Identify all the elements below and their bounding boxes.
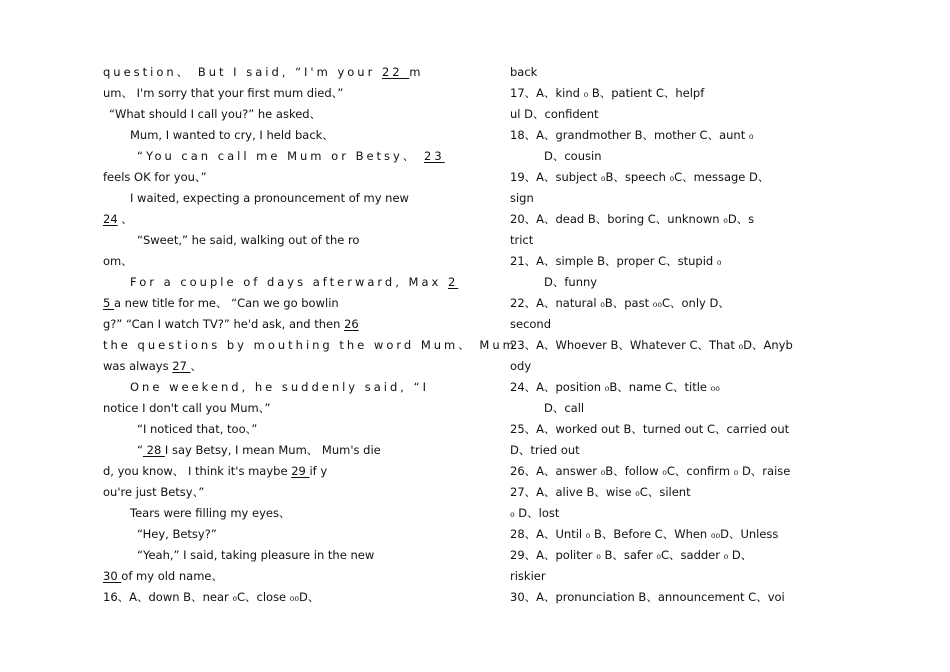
blank-number: 30 bbox=[103, 569, 122, 583]
text-run: D、cousin bbox=[544, 149, 602, 163]
text-line bbox=[103, 377, 493, 398]
text-line bbox=[510, 314, 902, 335]
text-run: Tears were filling my eyes、 bbox=[130, 506, 291, 520]
text-line bbox=[103, 440, 493, 461]
text-run: 22、A、natural ₀B、past ₀₀C、only D、 bbox=[510, 296, 730, 310]
text-run: notice I don't call you Mum、” bbox=[103, 401, 271, 415]
blank-number: 23 bbox=[424, 149, 445, 163]
text-run: 27、A、alive B、wise ₀C、silent bbox=[510, 485, 691, 499]
text-line bbox=[103, 293, 493, 314]
text-run: 18、A、grandmother B、mother C、aunt ₀ bbox=[510, 128, 754, 142]
text-line bbox=[510, 566, 902, 587]
blank-number: 5 bbox=[103, 296, 114, 310]
text-line bbox=[510, 461, 902, 482]
text-run: 29、A、politer ₀ B、safer ₀C、sadder ₀ D、 bbox=[510, 548, 753, 562]
text-run: of my old name、 bbox=[121, 569, 223, 583]
text-run: I say Betsy, I mean Mum、 Mum's die bbox=[164, 443, 381, 457]
text-line bbox=[103, 125, 493, 146]
text-run: “Sweet,” he said, walking out of the ro bbox=[137, 233, 360, 247]
text-line bbox=[103, 356, 493, 377]
text-run: D、tried out bbox=[510, 443, 580, 457]
text-line bbox=[103, 251, 493, 272]
text-line bbox=[103, 419, 493, 440]
text-line bbox=[510, 104, 902, 125]
text-line bbox=[103, 209, 493, 230]
text-run: g?” “Can I watch TV?” he'd ask, and then bbox=[103, 317, 345, 331]
text-run: I waited, expecting a pronouncement of my new bbox=[130, 191, 409, 205]
blank-number: 2 bbox=[447, 275, 459, 289]
blank-number: 24 bbox=[103, 212, 118, 226]
text-line bbox=[103, 566, 493, 587]
text-run: d, you know、 I think it's maybe bbox=[103, 464, 292, 478]
text-line bbox=[510, 188, 902, 209]
text-line bbox=[103, 335, 517, 356]
blank-number: 29 bbox=[291, 464, 310, 478]
text-line bbox=[103, 524, 493, 545]
text-line bbox=[510, 251, 902, 272]
text-line bbox=[510, 293, 902, 314]
text-line bbox=[510, 398, 902, 419]
text-line bbox=[510, 62, 902, 83]
text-run: feels OK for you、” bbox=[103, 170, 207, 184]
text-line bbox=[103, 272, 493, 293]
text-run: One weekend, he suddenly said, “I bbox=[130, 380, 429, 394]
text-line bbox=[510, 440, 902, 461]
text-line bbox=[103, 545, 493, 566]
text-run: was always bbox=[103, 359, 173, 373]
text-line bbox=[103, 146, 493, 167]
text-line bbox=[510, 524, 902, 545]
text-run: 、 bbox=[190, 359, 203, 373]
text-run: 19、A、subject ₀B、speech ₀C、message D、 bbox=[510, 170, 770, 184]
text-run: m bbox=[409, 65, 424, 79]
text-run: 20、A、dead B、boring C、unknown ₀D、s bbox=[510, 212, 755, 226]
text-line bbox=[510, 272, 902, 293]
right-column bbox=[510, 62, 902, 608]
text-line bbox=[510, 335, 902, 356]
text-line bbox=[510, 83, 902, 104]
text-run: om、 bbox=[103, 254, 133, 268]
text-run: 24、A、position ₀B、name C、title ₀₀ bbox=[510, 380, 720, 394]
text-line bbox=[510, 377, 902, 398]
text-run: “What should I call you?” he asked、 bbox=[109, 107, 322, 121]
blank-number: 28 bbox=[142, 443, 165, 457]
text-run: back bbox=[510, 65, 538, 79]
left-column bbox=[103, 62, 517, 608]
text-run: ody bbox=[510, 359, 532, 373]
text-run: “Yeah,” I said, taking pleasure in the new bbox=[137, 548, 375, 562]
text-line bbox=[103, 83, 493, 104]
text-line bbox=[510, 419, 902, 440]
text-line bbox=[103, 398, 493, 419]
text-run: 28、A、Until ₀ B、Before C、When ₀₀D、Unless bbox=[510, 527, 779, 541]
text-line bbox=[103, 314, 493, 335]
text-run: 23、A、Whoever B、Whatever C、That ₀D、Anyb bbox=[510, 338, 793, 352]
text-line bbox=[103, 167, 493, 188]
text-line bbox=[510, 125, 902, 146]
text-run: the questions by mouthing the word Mum、 Mum bbox=[103, 338, 517, 352]
text-run: D、call bbox=[544, 401, 585, 415]
text-line bbox=[510, 503, 902, 524]
text-line bbox=[103, 503, 493, 524]
text-line bbox=[510, 209, 902, 230]
text-run: second bbox=[510, 317, 552, 331]
text-run: question、 But I said, “I'm your bbox=[103, 65, 382, 79]
text-run: um、 I'm sorry that your first mum died、” bbox=[103, 86, 344, 100]
text-run: Mum, I wanted to cry, I held back、 bbox=[130, 128, 334, 142]
text-line bbox=[510, 230, 902, 251]
text-run: “I noticed that, too、” bbox=[137, 422, 258, 436]
text-line bbox=[103, 230, 493, 251]
text-run: riskier bbox=[510, 569, 546, 583]
text-line bbox=[103, 482, 493, 503]
text-run: 25、A、worked out B、turned out C、carried out bbox=[510, 422, 790, 436]
text-run: 16、A、down B、near ₀C、close ₀₀D、 bbox=[103, 590, 320, 604]
text-run: sign bbox=[510, 191, 534, 205]
text-line bbox=[103, 461, 493, 482]
text-run: 、 bbox=[117, 212, 133, 226]
blank-number: 27 bbox=[172, 359, 191, 373]
text-line bbox=[103, 62, 493, 83]
text-run: ul D、confident bbox=[510, 107, 599, 121]
text-line bbox=[103, 188, 493, 209]
text-run: trict bbox=[510, 233, 534, 247]
blank-number: 22 bbox=[381, 65, 410, 79]
text-run: 30、A、pronunciation B、announcement C、voi bbox=[510, 590, 785, 604]
text-run: if y bbox=[309, 464, 328, 478]
text-line bbox=[510, 482, 902, 503]
text-line bbox=[510, 545, 902, 566]
text-line bbox=[103, 104, 493, 125]
text-line bbox=[510, 146, 902, 167]
text-line bbox=[510, 587, 902, 608]
text-run: D、funny bbox=[544, 275, 598, 289]
text-run: “Hey, Betsy?” bbox=[137, 527, 217, 541]
text-run: 17、A、kind ₀ B、patient C、helpf bbox=[510, 86, 705, 100]
text-run: “ bbox=[137, 443, 143, 457]
text-line bbox=[510, 356, 902, 377]
text-run: 21、A、simple B、proper C、stupid ₀ bbox=[510, 254, 722, 268]
blank-number: 26 bbox=[344, 317, 359, 331]
text-line bbox=[510, 167, 902, 188]
text-run: ₀ D、lost bbox=[510, 506, 560, 520]
text-run: ou're just Betsy、” bbox=[103, 485, 205, 499]
text-run: “You can call me Mum or Betsy、 bbox=[137, 149, 425, 163]
text-run: For a couple of days afterward, Max bbox=[130, 275, 448, 289]
text-run: a new title for me、 “Can we go bowlin bbox=[113, 296, 339, 310]
text-line bbox=[103, 587, 493, 608]
text-run: 26、A、answer ₀B、follow ₀C、confirm ₀ D、raise bbox=[510, 464, 791, 478]
